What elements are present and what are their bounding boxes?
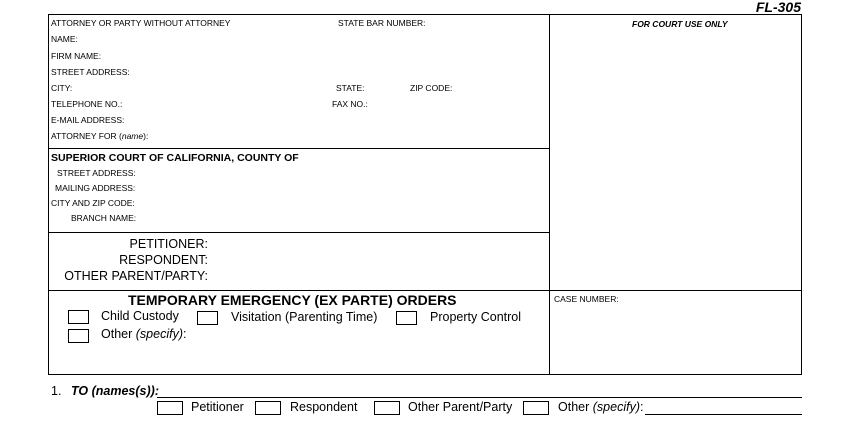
attorney-heading: ATTORNEY OR PARTY WITHOUT ATTORNEY (51, 18, 231, 28)
respondent-option-label: Respondent (290, 400, 358, 414)
email-label: E-MAIL ADDRESS: (51, 115, 125, 125)
child-custody-checkbox[interactable] (68, 310, 89, 324)
property-control-checkbox[interactable] (396, 311, 417, 325)
attorney-for-prefix: ATTORNEY FOR ( (51, 131, 122, 141)
petitioner-checkbox[interactable] (157, 401, 183, 415)
state-bar-label: STATE BAR NUMBER: (338, 18, 426, 28)
other-specify-option-label (558, 400, 643, 414)
other-party-checkbox[interactable] (374, 401, 400, 415)
firm-label: FIRM NAME: (51, 51, 102, 61)
name-label: NAME: (51, 34, 78, 44)
attorney-for-name: name (121, 131, 144, 141)
section1-other-text: Other (558, 400, 593, 414)
orders-title: TEMPORARY EMERGENCY (EX PARTE) ORDERS (128, 292, 457, 308)
to-names-line (157, 397, 802, 398)
street-label: STREET ADDRESS: (51, 67, 130, 77)
visitation-checkbox[interactable] (197, 311, 218, 325)
petitioner-option-label: Petitioner (191, 400, 244, 414)
parties-title-divider (48, 290, 802, 291)
case-number-label: CASE NUMBER: (554, 294, 619, 304)
respondent-checkbox[interactable] (255, 401, 281, 415)
form-id: FL-305 (755, 0, 801, 15)
court-mailing-label: MAILING ADDRESS: (55, 183, 136, 193)
court-title: SUPERIOR COURT OF CALIFORNIA, COUNTY OF (51, 152, 299, 164)
other-specify-checkbox[interactable] (523, 401, 549, 415)
visitation-label: Visitation (Parenting Time) (231, 310, 378, 324)
court-use-label: FOR COURT USE ONLY (632, 19, 728, 29)
other-order-checkbox[interactable] (68, 329, 89, 343)
column-divider (549, 14, 550, 375)
other-order-label (101, 327, 186, 341)
city-label: CITY: (51, 83, 73, 93)
attorney-court-divider (48, 148, 550, 149)
respondent-label: RESPONDENT: (119, 253, 208, 267)
section1-other-colon: : (639, 400, 644, 414)
section1-other-specify: (specify) (592, 400, 640, 414)
zip-label: ZIP CODE: (410, 83, 453, 93)
court-branch-label: BRANCH NAME: (71, 213, 137, 223)
other-order-colon: : (182, 327, 187, 341)
other-parent-label: OTHER PARENT/PARTY: (64, 269, 208, 283)
court-street-label: STREET ADDRESS: (57, 168, 136, 178)
phone-label: TELEPHONE NO.: (51, 99, 123, 109)
to-names-label: TO (names(s)): (71, 384, 159, 398)
other-order-specify: (specify) (135, 327, 183, 341)
petitioner-label: PETITIONER: (129, 237, 208, 251)
attorney-for-label (51, 131, 148, 141)
section1-number: 1. (51, 384, 62, 398)
other-order-text: Other (101, 327, 136, 341)
other-party-option-label: Other Parent/Party (408, 400, 513, 414)
child-custody-label: Child Custody (101, 309, 179, 323)
court-city-zip-label: CITY AND ZIP CODE: (51, 198, 135, 208)
state-label: STATE: (336, 83, 365, 93)
property-control-label: Property Control (430, 310, 522, 324)
fax-label: FAX NO.: (332, 99, 368, 109)
court-parties-divider (48, 232, 550, 233)
other-specify-line (645, 414, 802, 415)
attorney-for-suffix: ): (143, 131, 149, 141)
